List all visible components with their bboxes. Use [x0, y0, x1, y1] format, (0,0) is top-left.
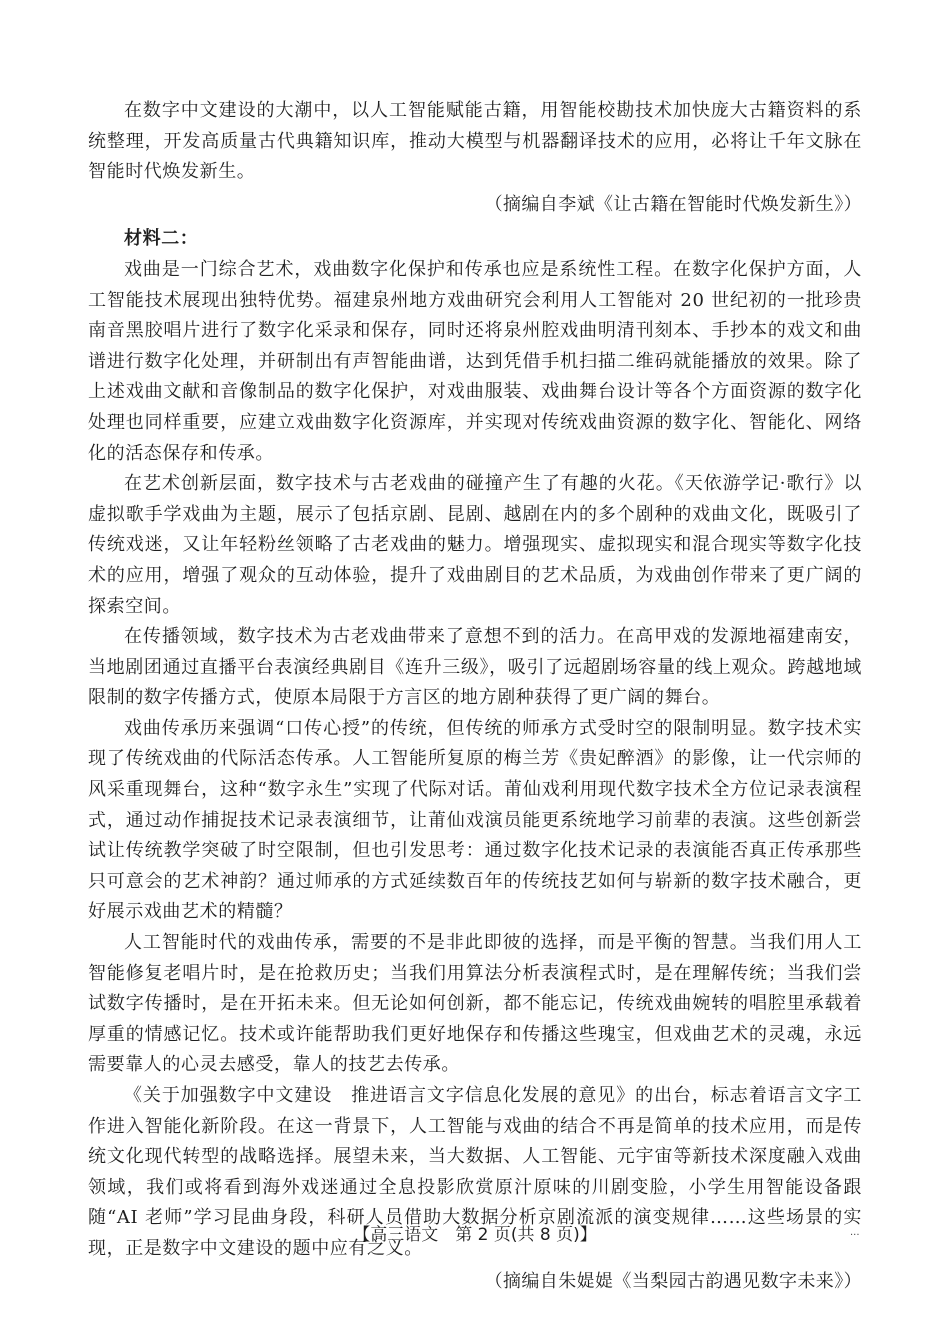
paragraph: 戏曲传承历来强调“口传心授”的传统，但传统的师承方式受时空的限制明显。数字技术实现了传统戏曲的代际活态传承。人工智能所复原的梅兰芳《贵妃醉酒》的影像，让一代宗师的风采重现舞台，这种“数字永生”实现了代际对话。莆仙戏利用现代数字技术全方位记录表演程式，通过动作捕捉技术记录表演细节，让莆仙戏演员能更系统地学习前辈的表演。这些创新尝试让传统教学突破了时空限制，但也引发思考：通过数字化技术记录的表演能否真正传承那些只可意会的艺术神韵？通过师承的方式延续数百年的传统技艺如何与崭新的数字技术融合，更好展示戏曲艺术的精髓？ [88, 717, 862, 923]
paragraph: 在传播领域，数字技术为古老戏曲带来了意想不到的活力。在高甲戏的发源地福建南安，当地剧团通过直播平台表演经典剧目《连升三级》，吸引了远超剧场容量的线上观众。跨越地域限制的数字传播方式，使原本局限于方言区的地方剧种获得了更广阔的舞台。 [88, 626, 862, 709]
page-footer: 【高三语文 第 2 页(共 8 页)】 [353, 1225, 597, 1245]
paragraph: 在艺术创新层面，数字技术与古老戏曲的碰撞产生了有趣的火花。《天依游学记·歌行》以虚拟歌手学戏曲为主题，展示了包括京剧、昆剧、越剧在内的多个剧种的戏曲文化，既吸引了传统戏迷，又让年轻粉丝领略了古老戏曲的魅力。增强现实、虚拟现实和混合现实等数字化技术的应用，增强了观众的互动体验，提升了戏曲剧目的艺术品质，为戏曲创作带来了更广阔的探索空间。 [88, 473, 862, 617]
corner-mark: ... [850, 1227, 860, 1238]
paragraph: 戏曲是一门综合艺术，戏曲数字化保护和传承也应是系统性工程。在数字化保护方面，人工智能技术展现出独特优势。福建泉州地方戏曲研究会利用人工智能对 20 世纪初的一批珍贵南音黑胶唱片进行了数字化采录和保存，同时还将泉州腔戏曲明清刊刻本、手抄本的戏文和曲谱进行数字化处理，并研制出有声智能曲谱，达到凭借手机扫描二维码就能播放的效果。除了上述戏曲文献和音像制品的数字化保护，对戏曲服装、戏曲舞台设计等各个方面资源的数字化处理也同样重要，应建立戏曲数字化资源库，并实现对传统戏曲资源的数字化、智能化、网络化的活态保存和传承。 [88, 258, 862, 464]
document-page [88, 96, 862, 1301]
paragraph: 《关于加强数字中文建设 推进语言文字信息化发展的意见》的出台，标志着语言文字工作进入智能化新阶段。在这一背景下，人工智能与戏曲的结合不再是简单的技术应用，而是传统文化现代转型的战略选择。展望未来，当大数据、人工智能、元宇宙等新技术深度融入戏曲领域，我们或将看到海外戏迷通过全息投影欣赏原汁原味的川剧变脸，小学生用智能设备跟随“AI 老师”学习昆曲身段，科研人员借助大数据分析京剧流派的演变规律……这些场景的实现，正是数字中文建设的题中应有之义。 [88, 1085, 862, 1259]
paragraph: 在数字中文建设的大潮中，以人工智能赋能古籍，用智能校勘技术加快庞大古籍资料的系统整理，开发高质量古代典籍知识库，推动大模型与机器翻译技术的应用，必将让千年文脉在智能时代焕发新生。 [88, 100, 862, 183]
material-2-heading: 材料二： [124, 228, 199, 250]
source-citation-1: （摘编自李斌《让古籍在智能时代焕发新生》） [484, 193, 862, 215]
paragraph: 人工智能时代的戏曲传承，需要的不是非此即彼的选择，而是平衡的智慧。当我们用人工智能修复老唱片时，是在抢救历史；当我们用算法分析表演程式时，是在理解传统；当我们尝试数字传播时，是在开拓未来。但无论如何创新，都不能忘记，传统戏曲婉转的唱腔里承载着厚重的情感记忆。技术或许能帮助我们更好地保存和传播这些瑰宝，但戏曲艺术的灵魂，永远需要靠人的心灵去感受，靠人的技艺去传承。 [88, 932, 862, 1076]
source-citation-2: （摘编自朱媞媞《当梨园古韵遇见数字未来》） [484, 1270, 862, 1292]
